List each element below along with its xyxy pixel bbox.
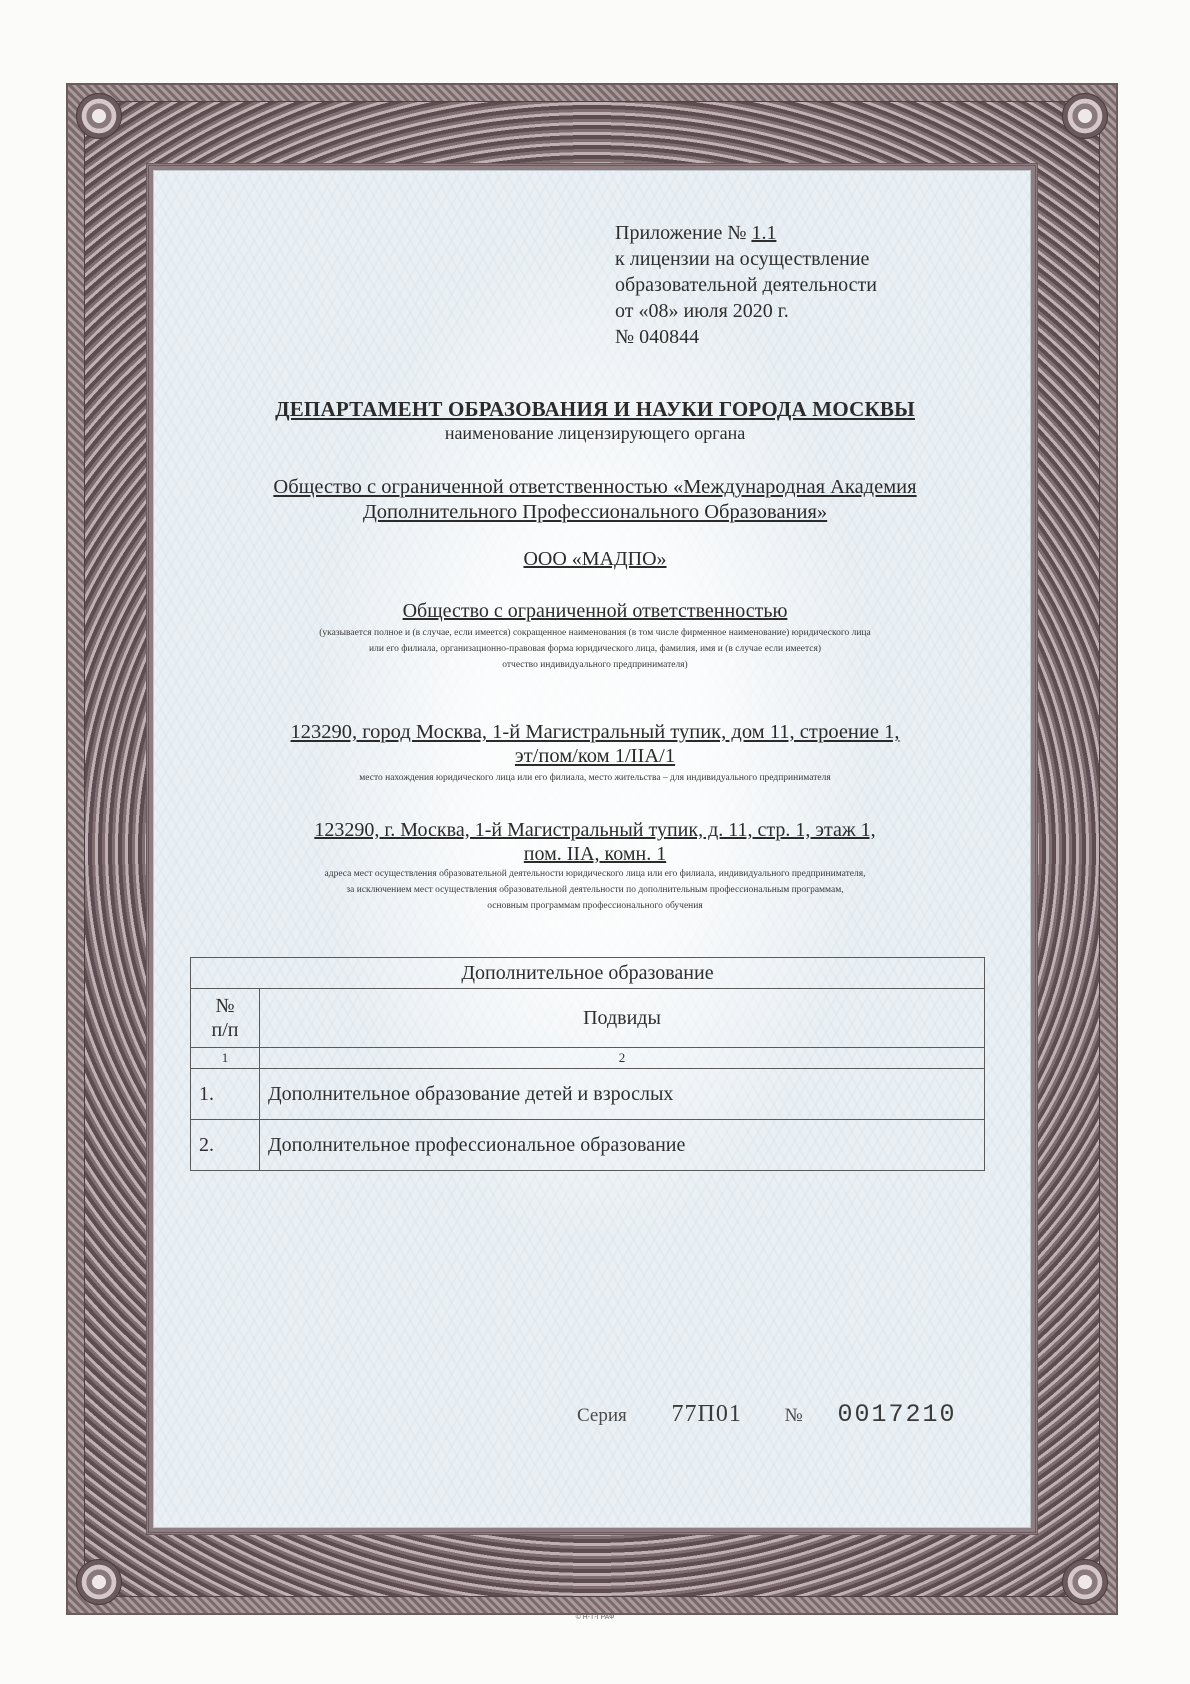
form-number: 0017210 bbox=[837, 1400, 957, 1429]
row-number: 1. bbox=[191, 1069, 260, 1120]
organization-full-name-line1: Общество с ограниченной ответственностью «Международная Академия bbox=[273, 476, 917, 498]
activity-address-caption-line3: основным программам профессионального обучения bbox=[487, 901, 703, 911]
organization-short-name: ООО «МАДПО» bbox=[523, 548, 667, 570]
activity-address-caption-line2: за исключением мест осуществления образовательной деятельности по дополнительным профессиональным программам, bbox=[346, 885, 844, 895]
table-row bbox=[191, 1120, 985, 1171]
organization-full-name bbox=[180, 475, 1010, 525]
row-subtype: Дополнительное образование детей и взрослых bbox=[260, 1069, 985, 1120]
column-header-number-line2: п/п bbox=[211, 1019, 239, 1041]
legal-address-line2: эт/пом/ком 1/IIА/1 bbox=[514, 745, 676, 767]
column-index: 2 bbox=[260, 1048, 985, 1069]
corner-ornament-icon bbox=[76, 1559, 122, 1605]
corner-ornament-icon bbox=[1062, 1559, 1108, 1605]
printer-mark: © Н-Т-ГРАФ bbox=[575, 1614, 615, 1621]
licensing-authority: ДЕПАРТАМЕНТ ОБРАЗОВАНИЯ И НАУКИ ГОРОДА МОСКВЫ bbox=[275, 397, 915, 421]
row-number: 2. bbox=[191, 1120, 260, 1171]
table-title-row bbox=[191, 958, 985, 989]
number-sign: № bbox=[784, 1405, 803, 1426]
activity-address-caption bbox=[180, 866, 1010, 914]
organization-full-name-line2: Дополнительного Профессионального Образования» bbox=[362, 501, 828, 523]
activity-address bbox=[180, 818, 1010, 866]
organization-caption-line3: отчество индивидуального предпринимателя) bbox=[502, 660, 688, 670]
education-subtypes-table bbox=[190, 957, 985, 1171]
legal-address-line1: 123290, город Москва, 1-й Магистральный тупик, дом 11, строение 1, bbox=[290, 721, 900, 743]
activity-address-line2: пом. IIА, комн. 1 bbox=[523, 843, 667, 865]
organization-legal-form: Общество с ограниченной ответственностью bbox=[402, 600, 788, 622]
legal-address-caption: место нахождения юридического лица или его филиала, место жительства – для индивидуального предпринимателя bbox=[359, 773, 831, 783]
table-header-row bbox=[191, 989, 985, 1048]
activity-address-caption-line1: адреса мест осуществления образовательной деятельности юридического лица или его филиала, индивидуального предпринимателя, bbox=[324, 869, 866, 879]
activity-address-line1: 123290, г. Москва, 1-й Магистральный тупик, д. 11, стр. 1, этаж 1, bbox=[314, 819, 876, 841]
annex-line-3: образовательной деятельности bbox=[615, 274, 877, 296]
organization-caption-line2: или его филиала, организационно-правовая форма юридического лица, фамилия, имя и (в случае если имеется) bbox=[369, 644, 821, 654]
legal-address bbox=[180, 720, 1010, 768]
license-number: № 040844 bbox=[615, 326, 700, 348]
annex-date: от «08» июля 2020 г. bbox=[615, 300, 789, 322]
table-column-index-row bbox=[191, 1048, 985, 1069]
corner-ornament-icon bbox=[76, 93, 122, 139]
series-value: 77П01 bbox=[671, 1401, 742, 1427]
column-header-subtypes: Подвиды bbox=[260, 989, 985, 1048]
licensing-authority-caption: наименование лицензирующего органа bbox=[444, 423, 746, 443]
column-header-number bbox=[191, 989, 260, 1048]
column-header-number-line1: № bbox=[215, 995, 235, 1017]
row-subtype: Дополнительное профессиональное образование bbox=[260, 1120, 985, 1171]
corner-ornament-icon bbox=[1062, 93, 1108, 139]
annex-number: 1.1 bbox=[751, 222, 777, 244]
series-label: Серия bbox=[577, 1405, 627, 1426]
annex-header bbox=[615, 220, 945, 350]
organization-caption-line1: (указывается полное и (в случае, если имеется) сокращенное наименования (в том числе фирменное наименование) юридического лица bbox=[319, 628, 871, 638]
table-title: Дополнительное образование bbox=[191, 958, 985, 989]
form-series-number bbox=[577, 1400, 957, 1429]
column-index: 1 bbox=[191, 1048, 260, 1069]
table-row bbox=[191, 1069, 985, 1120]
annex-line-2: к лицензии на осуществление bbox=[615, 248, 870, 270]
annex-number-line bbox=[615, 220, 945, 246]
organization-caption bbox=[180, 625, 1010, 673]
annex-prefix: Приложение № bbox=[615, 222, 752, 244]
